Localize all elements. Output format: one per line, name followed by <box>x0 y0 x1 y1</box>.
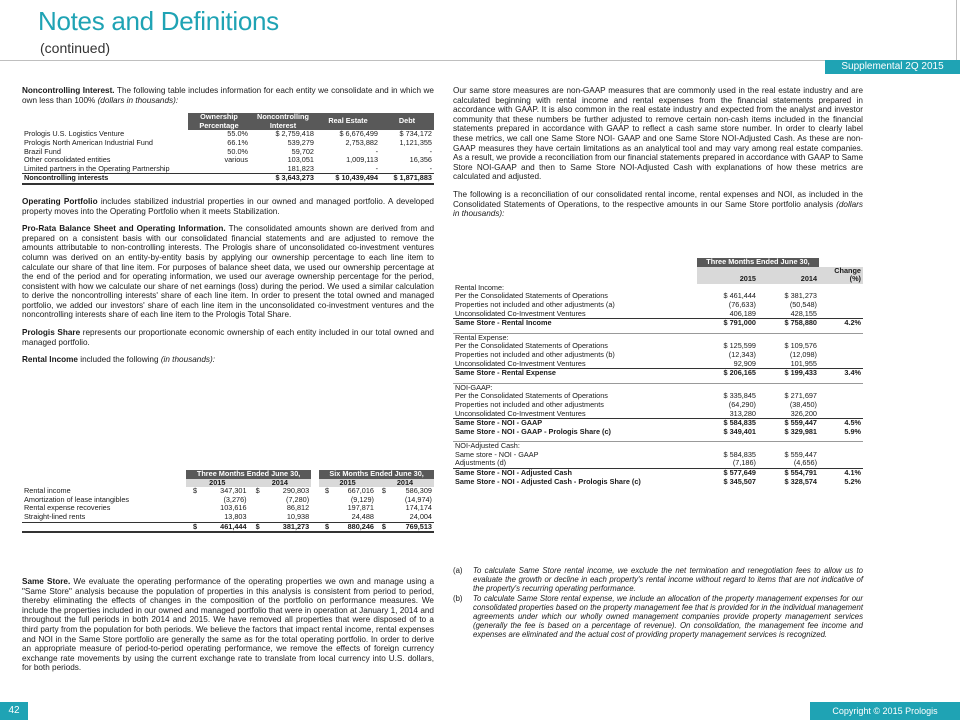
table-cell <box>819 301 863 310</box>
right-column <box>453 86 863 227</box>
table-cell: (9,129) <box>350 494 374 504</box>
row-label: Per the Consolidated Statements of Operations <box>455 341 608 351</box>
table-cell: - <box>375 146 378 156</box>
row-label: Properties not included and other adjustments (a) <box>455 299 615 309</box>
section-label-cell: NOI-GAAP: <box>455 382 493 392</box>
row-label: Per the Consolidated Statements of Operations <box>455 391 608 401</box>
table-cell: 2,753,882 <box>345 137 378 147</box>
table-cell <box>188 165 250 174</box>
table-cell: $ 2,759,418 <box>275 129 314 139</box>
table-cell: $ 554,791 <box>758 469 819 478</box>
table-cell: $ 335,845 <box>723 391 756 401</box>
row-label: Properties not included and other adjustments <box>455 399 604 409</box>
row-label: Other consolidated entities <box>24 155 111 165</box>
table-cell: 347,301 <box>220 486 247 496</box>
table-cell <box>319 496 331 505</box>
nci-intro <box>22 86 434 105</box>
year-col: 2014 <box>800 274 817 284</box>
table-cell <box>186 513 199 522</box>
row-label: Unconsolidated Co-Investment Ventures <box>455 358 586 368</box>
table-cell: (12,098) <box>789 349 817 359</box>
op-heading: Operating Portfolio <box>22 196 98 206</box>
table-cell: 4.5% <box>819 419 863 428</box>
table-cell: $ 271,697 <box>784 391 817 401</box>
spacer-row <box>453 486 863 491</box>
row-label: Same store - NOI - GAAP <box>455 449 539 459</box>
table-cell: 13,803 <box>224 511 247 521</box>
row-label: Same Store - NOI - Adjusted Cash <box>453 469 697 478</box>
table-cell: $ 10,439,494 <box>316 174 380 184</box>
table-cell: (64,290) <box>728 399 756 409</box>
table-cell: $ <box>325 486 330 496</box>
table-cell: $ 345,507 <box>723 476 756 486</box>
row-label <box>22 522 186 532</box>
table-cell: 3.4% <box>819 369 863 378</box>
table-cell: $ 381,273 <box>784 291 817 301</box>
nci-heading: Noncontrolling Interest. <box>22 86 115 95</box>
table-cell: $ 461,444 <box>723 291 756 301</box>
year-col: 2015 <box>209 477 226 487</box>
table-cell: 103,616 <box>220 503 247 513</box>
table-cell <box>249 496 262 505</box>
table-cell: $ 559,447 <box>758 419 819 428</box>
table-cell <box>819 451 863 460</box>
table-cell: 4.2% <box>819 319 863 328</box>
table-cell: 326,200 <box>790 408 817 418</box>
spacer <box>453 486 863 491</box>
table-cell: 406,189 <box>729 308 756 318</box>
table-cell: various <box>224 155 248 165</box>
spacer <box>311 522 319 532</box>
prologis-share-para <box>22 328 434 347</box>
table-cell: (3,276) <box>223 494 247 504</box>
table-cell: 103,051 <box>287 155 314 165</box>
table-cell <box>249 513 262 522</box>
table-cell: $ 1,871,883 <box>380 174 434 184</box>
table-cell: 66.1% <box>227 137 248 147</box>
table-cell: 313,280 <box>729 408 756 418</box>
footnote-key: (b) <box>453 594 463 603</box>
table-cell: - <box>375 163 378 173</box>
table-cell: $ 791,000 <box>697 319 758 328</box>
year-col: 2015 <box>339 477 356 487</box>
row-label: Prologis North American Industrial Fund <box>24 137 153 147</box>
spacer <box>311 487 319 496</box>
table-cell <box>819 401 863 410</box>
table-cell: 174,174 <box>405 503 432 513</box>
table-cell <box>819 392 863 401</box>
row-label: Adjustments (d) <box>455 458 507 468</box>
total-row <box>453 319 863 328</box>
table-cell: $ <box>193 486 198 496</box>
section-label-cell: NOI-Adjusted Cash: <box>455 441 520 451</box>
table-cell: $ 734,172 <box>399 129 432 139</box>
header-edge-divider <box>956 0 957 60</box>
table-cell: 880,246 <box>331 522 376 532</box>
total-row <box>453 428 863 437</box>
table-cell: 92,909 <box>733 358 756 368</box>
table-cell: (12,343) <box>728 349 756 359</box>
page-number: 42 <box>0 702 28 720</box>
table-cell: 461,444 <box>199 522 248 532</box>
same-store-section <box>22 577 434 681</box>
footnotes <box>453 566 863 640</box>
table-cell: 24,488 <box>351 511 374 521</box>
row-label: Rental expense recoveries <box>24 503 111 513</box>
table-cell: 4.1% <box>819 469 863 478</box>
table-cell: 86,812 <box>286 503 310 513</box>
row-label: Same Store - NOI - GAAP - Prologis Share (c) <box>455 426 611 436</box>
col-debt: Debt <box>398 116 416 126</box>
row-label: Unconsolidated Co-Investment Ventures <box>455 308 586 318</box>
page-title: Notes and Definitions <box>38 6 279 36</box>
row-label: Limited partners in the Operating Partnership <box>24 163 170 173</box>
year-col: 2015 <box>739 274 756 284</box>
same-store-reconciliation-table <box>453 258 863 491</box>
table-cell: 1,121,355 <box>399 137 432 147</box>
non-gaap-para: Our same store measures are non-GAAP measures that are commonly used in the real estate industry and are calculated beginning with rental income and rental expenses from the financial statements prepared in accordance with GAAP. It is also common in the real estate industry and expected from the analyst and investor community that these numbers be further adjusted to remove certain non-cash items included in the financial statements prepared in accordance with GAAP to reflect a cash same store number. In order to clearly label these metrics, we call one Same Store NOI- GAAP and one Same Store NOI-Adjusted Cash. As these are non-GAAP measures they have certain limitations as an analytical tool and may vary among real estate companies. As a result, we provide a reconciliation from our financial statements prepared in accordance with GAAP to Same Store NOI-GAAP and then to Same Store NOI-Adjusted Cash with explanations of how these metrics are calculated and adjusted. <box>453 86 863 182</box>
table-cell <box>186 504 199 513</box>
nci-units: (dollars in thousands): <box>97 95 179 105</box>
col-ownership: Ownership Percentage <box>199 112 239 130</box>
table-cell: 10,938 <box>286 511 310 521</box>
table-cell: 667,016 <box>347 486 374 496</box>
table-cell <box>376 513 388 522</box>
table-cell: 5.2% <box>844 476 861 486</box>
col-real-estate: Real Estate <box>328 116 368 126</box>
footnote-key: (a) <box>453 566 463 575</box>
table-cell: (4,656) <box>793 458 817 468</box>
supplemental-badge: Supplemental 2Q 2015 <box>825 60 960 74</box>
table-cell: 428,155 <box>790 308 817 318</box>
footnote-text: To calculate Same Store rental income, we exclude the net termination and renegotiation fees to allow us to evaluate the growth or decline in each property's rental income without regard to items that are not indicative of the property's recurring operating performance. <box>473 566 863 593</box>
row-label: Prologis U.S. Logistics Venture <box>24 129 125 139</box>
change-col: Change (%) <box>834 265 861 284</box>
table-cell <box>186 496 199 505</box>
row-label: Per the Consolidated Statements of Operations <box>455 291 608 301</box>
table-cell: (14,974) <box>404 494 432 504</box>
table-cell: $ 584,835 <box>723 449 756 459</box>
table-cell <box>376 496 388 505</box>
share-text: represents our proportionate economic ownership of each entity included in our total owned and managed portfolio. <box>22 328 434 347</box>
table-cell: 16,356 <box>409 155 432 165</box>
table-cell: $ <box>249 522 262 532</box>
table-cell: $ 6,676,499 <box>339 129 378 139</box>
table-cell: 197,871 <box>347 503 374 513</box>
row-label: Properties not included and other adjustments (b) <box>455 349 615 359</box>
spacer <box>311 496 319 505</box>
table-cell <box>188 174 250 184</box>
copyright: Copyright © 2015 Prologis <box>810 702 960 720</box>
rental-income-para <box>22 355 434 365</box>
table-cell: $ 559,447 <box>784 449 817 459</box>
group-three-months-ss: Three Months Ended June 30, <box>706 257 810 266</box>
total-row <box>22 522 434 532</box>
table-cell: $ 3,643,273 <box>250 174 316 184</box>
table-cell: $ 125,599 <box>723 341 756 351</box>
table-cell: $ 199,433 <box>758 369 819 378</box>
same-store-para <box>22 577 434 673</box>
table-cell: $ 758,880 <box>758 319 819 328</box>
table-cell: $ <box>381 486 386 496</box>
rental-text: included the following <box>77 355 161 365</box>
table-cell: - <box>429 163 432 173</box>
row-label: Rental income <box>24 486 71 496</box>
table-cell: 5.9% <box>844 426 861 436</box>
footnote-text: To calculate Same Store rental expense, we include an allocation of the property management expenses for our consolidated properties based on the property management fee that is provided for in the individual management agreements under which our wholly owned management companies provide property management services (generally the fee is based on a percentage of revenue). On consolidation, the management fee income and expenses are eliminated and the actual cost of providing property management services is recognized. <box>473 594 863 639</box>
same-store-text: We evaluate the operating performance of the operating properties we own and manage using a "Same Store" analysis because the population of properties in this analysis is consistent from period to period, thereby eliminating the effects of changes in the composition of the portfolio on performance measures. We include the properties included in our owned and managed portfolio that were in operation at January 1, 2014 and throughout the full periods in both 2014 and 2015. We have removed all properties that were disposed of to a third party from the population for both periods. We believe the factors that impact rental income, rental expenses and NOI in the Same Store portfolio are generally the same as for the total operating portfolio. In order to derive an appropriate measure of period-to-period operating performance, we remove the effects of foreign currency exchange rate movements by using the current exchange rate to translate from local currency into U.S. dollars, for both periods. <box>22 577 434 673</box>
table-cell <box>249 504 262 513</box>
table-cell: 55.0% <box>227 129 248 139</box>
left-column <box>22 86 434 373</box>
table-cell: 24,004 <box>409 511 432 521</box>
table-cell: (7,186) <box>732 458 756 468</box>
pro-rata-heading: Pro-Rata Balance Sheet and Operating Information. <box>22 224 226 234</box>
table-cell: $ <box>319 522 331 532</box>
pro-rata-text: The consolidated amounts shown are derived from and prepared on a consistent basis with our consolidated financial statements and are adjusted to remove the amounts attributable to non-controlling interests. The Prologis share of unconsolidated co-investment ventures column was derived on an entity-by-entity basis by applying our ownership percentage to each line item to calculate our share of that line item. For purposes of balance sheet data, we used our ownership percentage at the end of the period and for operating information, we used our average ownership percentage for the period, consistent with how we calculate our share of net earnings (loss) during the period. We used a similar calculation to derive the noncontrolling interests' share of each line item. In order to present the total owned and managed portfolio, we added our investors' share of each line item in the unconsolidated co-investment ventures and the noncontrolling interests share of each line item to the Prologis Total Share. <box>22 224 434 320</box>
table-cell <box>819 292 863 301</box>
noncontrolling-interest-table <box>22 113 434 185</box>
table-cell: $ 206,165 <box>697 369 758 378</box>
reconciliation-intro <box>453 190 863 219</box>
table-cell: $ <box>186 522 199 532</box>
group-six-months: Six Months Ended June 30, <box>329 469 424 478</box>
rental-units: (in thousands): <box>160 355 215 365</box>
spacer <box>311 504 319 513</box>
table-cell <box>819 342 863 351</box>
row-label: Same Store - NOI - Adjusted Cash - Prologis Share (c) <box>455 476 641 486</box>
table-cell <box>319 504 331 513</box>
total-row <box>453 478 863 487</box>
col-nci: Noncontrolling Interest <box>257 112 309 130</box>
reconciliation-units: (dollars in thousands): <box>453 199 863 219</box>
table-cell <box>376 504 388 513</box>
table-cell: $ <box>255 486 260 496</box>
table-cell: - <box>429 146 432 156</box>
table-cell: $ 328,574 <box>784 476 817 486</box>
footnote <box>453 594 863 639</box>
table-cell: $ 349,401 <box>723 426 756 436</box>
nci-text: The following table includes information for each entity we consolidate and in which we own less than 100% <box>22 86 434 105</box>
reconciliation-text: The following is a reconciliation of our consolidated rental income, rental expenses and NOI, as included in the Consolidated Statements of Operations, to the respective amounts in our Same Store portfolio analysis <box>453 189 863 209</box>
table-cell: 769,513 <box>388 522 434 532</box>
table-cell: (7,280) <box>286 494 310 504</box>
row-label: Same Store - Rental Income <box>453 319 697 328</box>
operating-portfolio-para <box>22 197 434 216</box>
row-label: Same Store - NOI - GAAP <box>453 419 697 428</box>
same-store-heading: Same Store. <box>22 577 71 586</box>
row-label: Brazil Fund <box>24 146 61 156</box>
table-cell: 381,273 <box>262 522 312 532</box>
row-label: Unconsolidated Co-Investment Ventures <box>455 408 586 418</box>
row-label: Amortization of lease intangibles <box>24 494 130 504</box>
table-cell: $ 109,576 <box>784 341 817 351</box>
table-cell: (38,450) <box>789 399 817 409</box>
table-cell: 181,823 <box>287 163 314 173</box>
header-divider <box>0 60 960 61</box>
section-label-cell: Rental Income: <box>455 282 505 292</box>
table-cell: 50.0% <box>227 146 248 156</box>
rental-heading: Rental Income <box>22 355 78 365</box>
spacer <box>311 513 319 522</box>
table-cell: 101,955 <box>790 358 817 368</box>
table-cell: $ 577,649 <box>697 469 758 478</box>
table-cell: 586,309 <box>405 486 432 496</box>
share-heading: Prologis Share <box>22 328 81 338</box>
footnote <box>453 566 863 593</box>
section-label-cell: Rental Expense: <box>455 332 509 342</box>
table-cell: 290,803 <box>282 486 310 496</box>
table-cell: (50,548) <box>789 299 817 309</box>
table-cell: $ 329,981 <box>784 426 817 436</box>
page-subtitle: (continued) <box>40 40 111 56</box>
row-label: Straight-lined rents <box>24 511 86 521</box>
total-row <box>453 369 863 378</box>
row-label: Noncontrolling interests <box>22 174 188 184</box>
table-cell: 59,702 <box>291 146 314 156</box>
table-cell <box>319 513 331 522</box>
pro-rata-para <box>22 224 434 320</box>
table-cell <box>819 351 863 360</box>
table-cell: $ <box>376 522 388 532</box>
group-three-months: Three Months Ended June 30, <box>196 469 301 478</box>
table-cell: $ 584,835 <box>697 419 758 428</box>
table-cell: 539,279 <box>287 137 314 147</box>
table-cell: 1,009,113 <box>346 155 378 165</box>
op-text: includes stabilized industrial properties in our owned and managed portfolio. A developed property moves into the Operating Portfolio when it meets Stabilization. <box>22 196 434 216</box>
rental-income-table <box>22 470 434 533</box>
total-row <box>22 174 434 184</box>
year-col: 2014 <box>396 477 414 487</box>
year-col: 2014 <box>271 477 288 487</box>
table-cell: (76,633) <box>728 299 756 309</box>
table-row <box>22 513 434 522</box>
row-label: Same Store - Rental Expense <box>453 369 697 378</box>
